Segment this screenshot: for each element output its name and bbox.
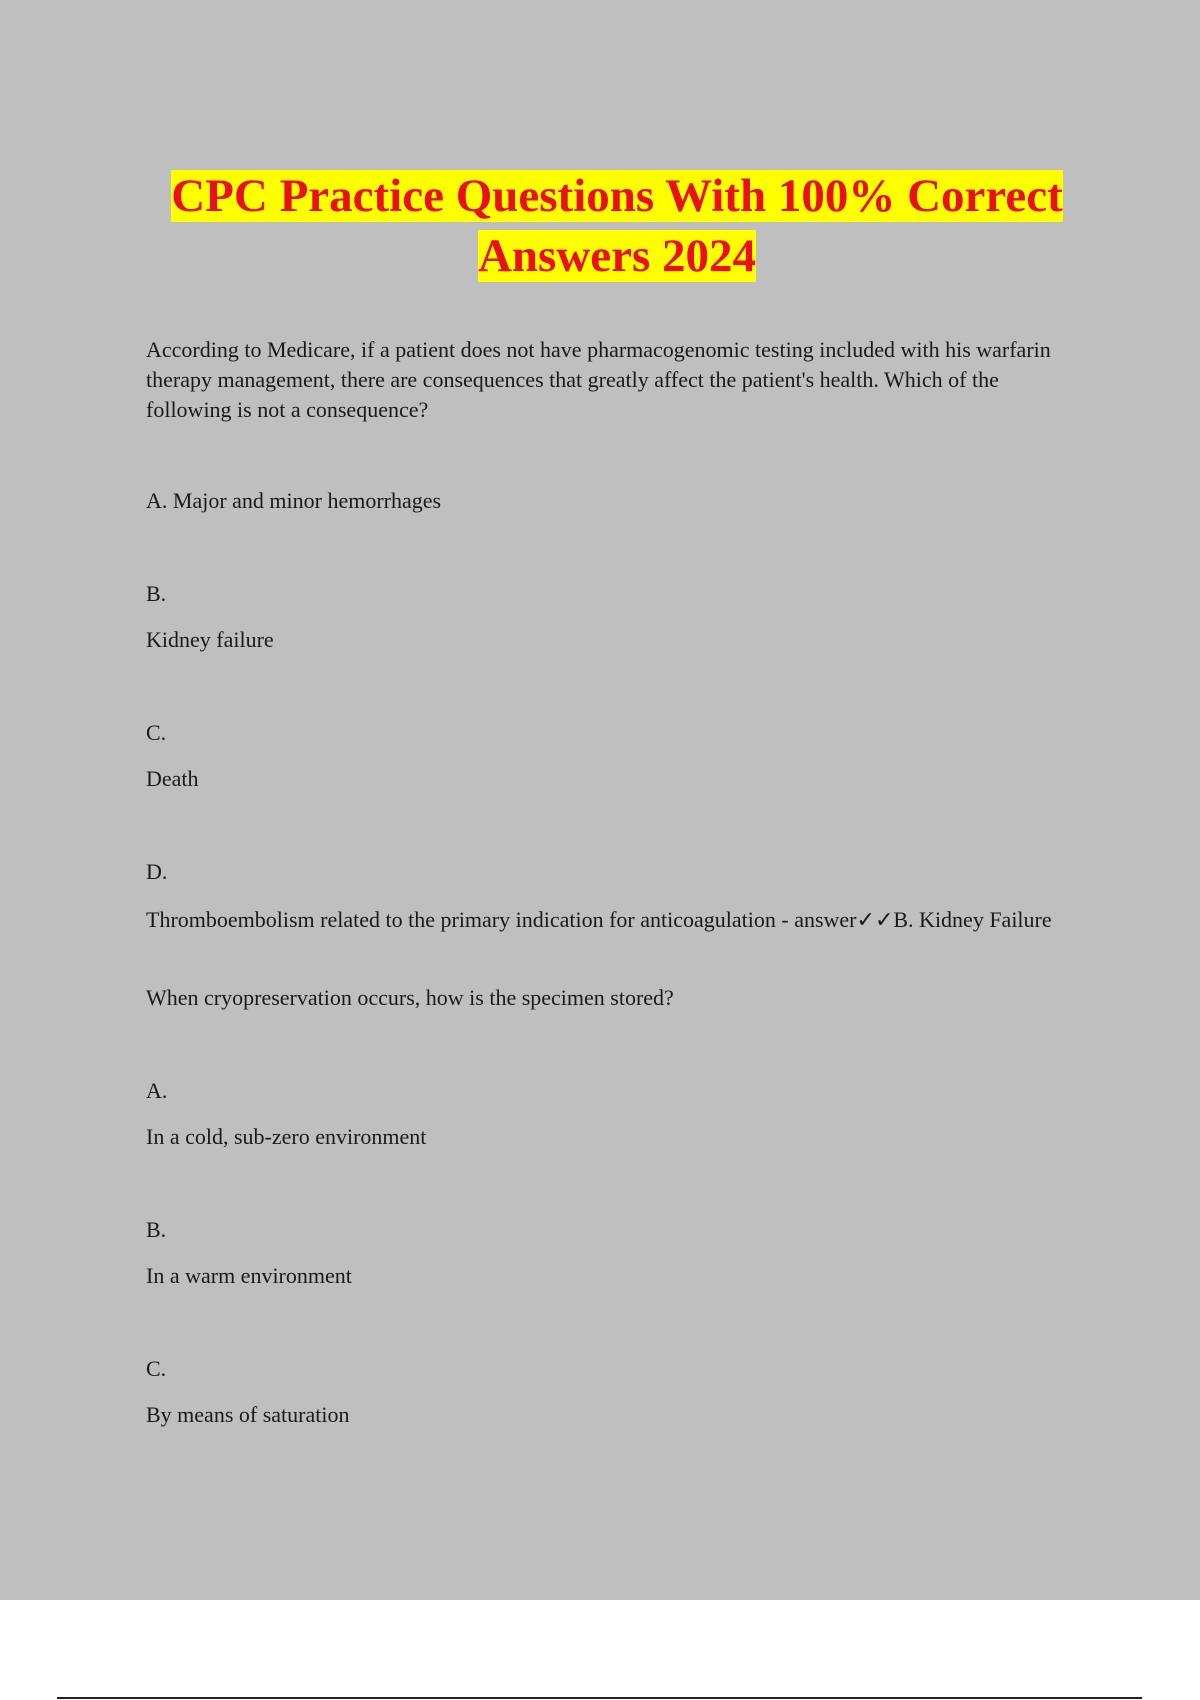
- question-1-option-c-text: Death: [146, 766, 199, 791]
- question-2-option-b-text: In a warm environment: [146, 1263, 352, 1288]
- question-2-option-c-text: By means of saturation: [146, 1402, 350, 1427]
- question-2-text: When cryopreservation occurs, how is the specimen stored?: [146, 985, 674, 1010]
- question-1-option-b-letter: B.: [146, 581, 167, 606]
- question-2-option-b-letter: B.: [146, 1217, 167, 1242]
- question-1-option-a: A. Major and minor hemorrhages: [146, 488, 442, 513]
- question-1-option-d-letter: D.: [146, 859, 168, 884]
- question-2-option-a-text: In a cold, sub-zero environment: [146, 1124, 427, 1149]
- document-title: [0, 166, 1200, 286]
- title-line-2: Answers 2024: [477, 230, 757, 282]
- question-1-option-d-text: Thromboembolism related to the primary indication for anticoagulation - answer✓✓B. Kidney Failure: [146, 907, 1052, 932]
- question-2-option-c-letter: C.: [146, 1356, 167, 1381]
- question-1-option-c-letter: C.: [146, 720, 167, 745]
- footer-divider: [57, 1697, 1142, 1699]
- question-2-option-a-letter: A.: [146, 1078, 168, 1103]
- question-1-text: According to Medicare, if a patient does not have pharmacogenomic testing included with his warfarin therapy management, there are consequences that greatly affect the patient's health. Which of the following is not a consequence?: [146, 337, 1051, 422]
- question-1-option-b-text: Kidney failure: [146, 627, 274, 652]
- title-line-1: CPC Practice Questions With 100% Correct: [171, 170, 1063, 222]
